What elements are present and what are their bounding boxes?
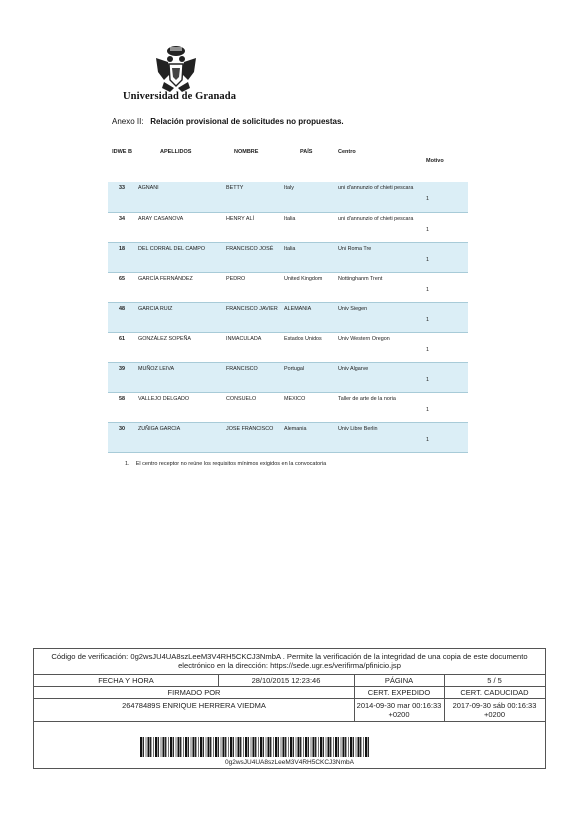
table-row: [108, 332, 468, 362]
table-row: [108, 422, 468, 452]
cell-motivo: 1: [424, 422, 468, 452]
cell-nombre: FRANCISCO: [224, 362, 282, 392]
expedido-label: CERT. EXPEDIDO: [367, 688, 431, 697]
cell-nombre: INMACULADA: [224, 332, 282, 362]
cell-motivo: 1: [424, 242, 468, 272]
footnote-number: 1.: [125, 461, 130, 467]
pagina-label: PÁGINA: [384, 676, 414, 685]
cell-pais: Italia: [282, 242, 336, 272]
table-row: [108, 242, 468, 272]
cell-motivo: 1: [424, 302, 468, 332]
cell-apellidos: ARAY CASANOVA: [136, 212, 224, 242]
cell-nombre: BETTY: [224, 182, 282, 212]
cell-apellidos: VALLEJO DELGADO: [136, 392, 224, 422]
cell-centro: Taller de arte de la noria: [336, 392, 424, 422]
cell-apellidos: ZUÑIGA GARCIA: [136, 422, 224, 452]
cell-pais: ALEMANIA: [282, 302, 336, 332]
cell-centro: Univ Libre Berlin: [336, 422, 424, 452]
caducidad-value: 2017-09-30 sáb 00:16:33 +0200: [452, 701, 537, 719]
barcode-text: 0g2wsJU4UA8szLeeM3V4RH5CKCJ3NmbA: [225, 759, 354, 766]
cell-motivo: 1: [424, 182, 468, 212]
cell-id: 61: [108, 332, 136, 362]
col-header-motivo: Motivo: [426, 158, 444, 164]
table-row: [108, 212, 468, 242]
cell-id: 48: [108, 302, 136, 332]
col-header-apellidos: APELLIDOS: [160, 149, 192, 155]
caducidad-label: CERT. CADUCIDAD: [460, 688, 529, 697]
pagina-value: 5 / 5: [487, 676, 502, 685]
cell-nombre: FRANCISCO JOSÉ: [224, 242, 282, 272]
cell-centro: Uni Roma Tre: [336, 242, 424, 272]
expedido-value: 2014-09-30 mar 00:16:33 +0200: [356, 701, 442, 719]
cell-id: 30: [108, 422, 136, 452]
verification-code-text: Código de verificación: 0g2wsJU4UA8szLeeM3V4RH5CKCJ3NmbA . Permite la verificación de la integridad de una copia de este documento electrónico en la dirección: https://sede.ugr.es/verifirma/pfinicio.jsp: [51, 652, 528, 670]
cell-pais: Italy: [282, 182, 336, 212]
table-row: [108, 392, 468, 422]
col-header-pais: PAÍS: [300, 149, 313, 155]
cell-id: 18: [108, 242, 136, 272]
table-row: [108, 272, 468, 302]
cell-nombre: HENRY ALÍ: [224, 212, 282, 242]
cell-apellidos: MUÑOZ LEIVA: [136, 362, 224, 392]
cell-id: 34: [108, 212, 136, 242]
fecha-label: FECHA Y HORA: [98, 676, 154, 685]
cell-apellidos: GARCÍA FERNÁNDEZ: [136, 272, 224, 302]
fecha-value: 28/10/2015 12:23:46: [251, 676, 321, 685]
cell-nombre: CONSUELO: [224, 392, 282, 422]
cell-centro: uni d'annunzio of chieti pescara: [336, 212, 424, 242]
cell-apellidos: DEL CORRAL DEL CAMPO: [136, 242, 224, 272]
annex-title: [112, 117, 344, 126]
table-row: [108, 182, 468, 212]
cell-id: 58: [108, 392, 136, 422]
cell-nombre: PEDRO: [224, 272, 282, 302]
firmante-value: 26478489S ENRIQUE HERRERA VIEDMA: [122, 701, 266, 710]
col-header-idweb: IDWE B: [112, 149, 132, 155]
table-row: [108, 362, 468, 392]
cell-centro: Nottinghanm Trent: [336, 272, 424, 302]
col-header-centro: Centro: [338, 149, 356, 155]
col-header-nombre: NOMBRE: [234, 149, 259, 155]
university-crest-icon: [150, 44, 202, 94]
footnote-text: El centro receptor no reúne los requisitos mínimos exigidos en la convocatoria: [135, 461, 327, 467]
table-row: [108, 302, 468, 332]
cell-id: 65: [108, 272, 136, 302]
cell-pais: Alemania: [282, 422, 336, 452]
cell-nombre: FRANCISCO JAVIER: [224, 302, 282, 332]
cell-motivo: 1: [424, 212, 468, 242]
cell-motivo: 1: [424, 392, 468, 422]
cell-pais: Estados Unidos: [282, 332, 336, 362]
cell-motivo: 1: [424, 362, 468, 392]
cell-centro: Univ Siegen: [336, 302, 424, 332]
university-name: Universidad de Granada: [123, 91, 237, 102]
cell-pais: United Kingdom: [282, 272, 336, 302]
cell-apellidos: GARCIA RUIZ: [136, 302, 224, 332]
barcode-icon: [140, 737, 370, 757]
cell-motivo: 1: [424, 272, 468, 302]
cell-pais: MEXICO: [282, 392, 336, 422]
cell-id: 33: [108, 182, 136, 212]
cell-apellidos: AGNANI: [136, 182, 224, 212]
cell-pais: Italia: [282, 212, 336, 242]
cell-pais: Portugal: [282, 362, 336, 392]
cell-centro: Univ Algarve: [336, 362, 424, 392]
cell-id: 39: [108, 362, 136, 392]
footnote: [125, 461, 326, 467]
cell-centro: uni d'annunzio of chieti pescara: [336, 182, 424, 212]
annex-title-text: Relación provisional de solicitudes no propuestas.: [150, 117, 344, 126]
firmado-label: FIRMADO POR: [167, 688, 221, 697]
cell-nombre: JOSE FRANCISCO: [224, 422, 282, 452]
table-header-row: [108, 146, 468, 182]
cell-motivo: 1: [424, 332, 468, 362]
cell-apellidos: GONZÁLEZ SOPEÑA: [136, 332, 224, 362]
requests-table: [108, 146, 468, 453]
cell-centro: Univ Western Oregon: [336, 332, 424, 362]
annex-label: Anexo II:: [112, 117, 144, 126]
